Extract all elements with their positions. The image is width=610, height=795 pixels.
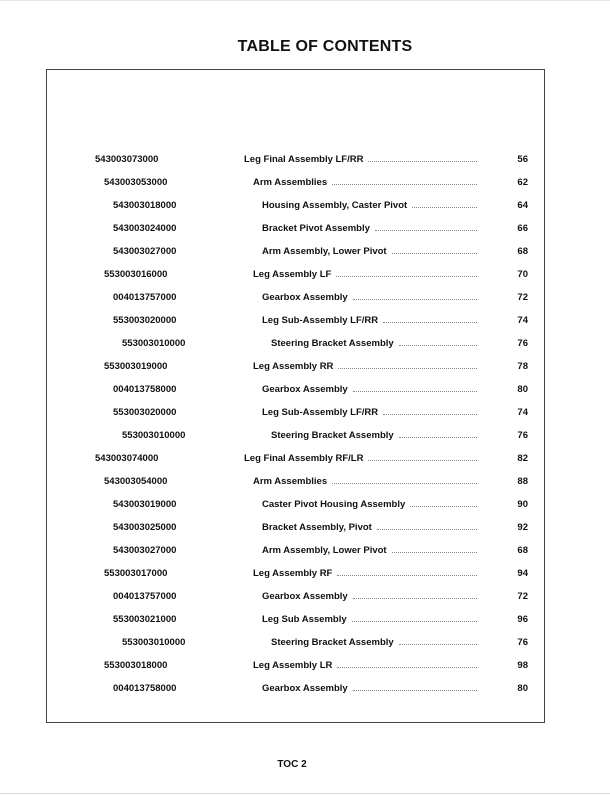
dot-leader [392,253,477,254]
dot-leader [337,667,477,668]
part-number: 553003017000 [104,568,168,579]
page-number: 74 [517,407,528,418]
entry-title: Arm Assembly, Lower Pivot [262,246,387,257]
dot-leader [399,644,477,645]
page-number: 98 [517,660,528,671]
toc-entry[interactable] [0,682,610,696]
toc-entry[interactable] [0,590,610,604]
page-number: 56 [517,154,528,165]
part-number: 004013758000 [113,683,177,694]
toc-entry[interactable] [0,521,610,535]
dot-leader [410,506,477,507]
dot-leader [353,598,477,599]
entry-title: Leg Sub-Assembly LF/RR [262,315,379,326]
page-number: 72 [517,292,528,303]
page-title: TABLE OF CONTENTS [237,38,413,55]
page-number: 76 [517,338,528,349]
part-number: 553003018000 [104,660,168,671]
page-number: 92 [517,522,528,533]
part-number: 553003010000 [122,637,186,648]
dot-leader [383,414,477,415]
entry-title: Gearbox Assembly [262,292,348,303]
page-number: 88 [517,476,528,487]
part-number: 004013757000 [113,591,177,602]
page-number: 78 [517,361,528,372]
part-number: 553003019000 [104,361,168,372]
page-number: 82 [517,453,528,464]
entry-title: Bracket Assembly, Pivot [262,522,372,533]
toc-entry[interactable] [0,268,610,282]
entry-title: Gearbox Assembly [262,683,348,694]
toc-entry[interactable] [0,567,610,581]
dot-leader [353,690,477,691]
part-number: 543003073000 [95,154,159,165]
entry-title: Caster Pivot Housing Assembly [262,499,406,510]
dot-leader [353,299,477,300]
toc-entry[interactable] [0,153,610,167]
entry-title: Arm Assembly, Lower Pivot [262,545,387,556]
dot-leader [412,207,477,208]
toc-entry[interactable] [0,406,610,420]
toc-entry[interactable] [0,360,610,374]
dot-leader [332,483,477,484]
page-number: 74 [517,315,528,326]
dot-leader [392,552,477,553]
part-number: 543003074000 [95,453,159,464]
page-number: 96 [517,614,528,625]
entry-title: Leg Sub-Assembly LF/RR [262,407,379,418]
dot-leader [377,529,477,530]
page-number: 80 [517,384,528,395]
part-number: 543003018000 [113,200,177,211]
part-number: 543003053000 [104,177,168,188]
dot-leader [336,276,477,277]
page-number: 76 [517,637,528,648]
dot-leader [399,345,477,346]
toc-entry[interactable] [0,337,610,351]
toc-entry[interactable] [0,498,610,512]
entry-title: Bracket Pivot Assembly [262,223,370,234]
dot-leader [338,368,477,369]
part-number: 543003027000 [113,246,177,257]
page-number: 68 [517,545,528,556]
page-number: 70 [517,269,528,280]
part-number: 553003020000 [113,315,177,326]
page-number: 62 [517,177,528,188]
part-number: 543003019000 [113,499,177,510]
toc-entry[interactable] [0,222,610,236]
entry-title: Leg Final Assembly RF/LR [244,453,364,464]
page-number: 64 [517,200,528,211]
page-number: 94 [517,568,528,579]
entry-title: Leg Assembly LR [253,660,333,671]
page-number: 80 [517,683,528,694]
part-number: 004013757000 [113,292,177,303]
dot-leader [332,184,477,185]
entry-title: Arm Assemblies [253,177,328,188]
dot-leader [353,391,477,392]
entry-title: Arm Assemblies [253,476,328,487]
toc-entry[interactable] [0,429,610,443]
toc-entry[interactable] [0,176,610,190]
entry-title: Gearbox Assembly [262,384,348,395]
page-number: 76 [517,430,528,441]
toc-entry[interactable] [0,544,610,558]
toc-entry[interactable] [0,383,610,397]
entry-title: Leg Assembly RR [253,361,334,372]
page-number: 66 [517,223,528,234]
dot-leader [383,322,477,323]
entry-title: Leg Sub Assembly [262,614,347,625]
entry-title: Leg Assembly LF [253,269,332,280]
toc-entry[interactable] [0,613,610,627]
entry-title: Steering Bracket Assembly [271,637,394,648]
page-number: 90 [517,499,528,510]
page-number: 72 [517,591,528,602]
part-number: 553003020000 [113,407,177,418]
entry-title: Leg Final Assembly LF/RR [244,154,364,165]
dot-leader [375,230,477,231]
top-divider [0,0,610,1]
toc-entry[interactable] [0,659,610,673]
part-number: 553003010000 [122,430,186,441]
part-number: 004013758000 [113,384,177,395]
part-number: 553003016000 [104,269,168,280]
dot-leader [337,575,477,576]
toc-entry[interactable] [0,314,610,328]
bottom-divider [0,793,610,794]
toc-entry[interactable] [0,636,610,650]
part-number: 543003024000 [113,223,177,234]
toc-entry[interactable] [0,475,610,489]
entry-title: Leg Assembly RF [253,568,333,579]
dot-leader [352,621,477,622]
toc-entry[interactable] [0,199,610,213]
part-number: 543003027000 [113,545,177,556]
part-number: 543003054000 [104,476,168,487]
dot-leader [368,161,477,162]
toc-entry[interactable] [0,452,610,466]
toc-entry[interactable] [0,245,610,259]
entry-title: Steering Bracket Assembly [271,338,394,349]
entry-title: Gearbox Assembly [262,591,348,602]
entry-title: Steering Bracket Assembly [271,430,394,441]
part-number: 543003025000 [113,522,177,533]
part-number: 553003010000 [122,338,186,349]
page-footer: TOC 2 [277,759,307,770]
entry-title: Housing Assembly, Caster Pivot [262,200,408,211]
page-number: 68 [517,246,528,257]
dot-leader [399,437,477,438]
part-number: 553003021000 [113,614,177,625]
toc-entry[interactable] [0,291,610,305]
dot-leader [368,460,477,461]
